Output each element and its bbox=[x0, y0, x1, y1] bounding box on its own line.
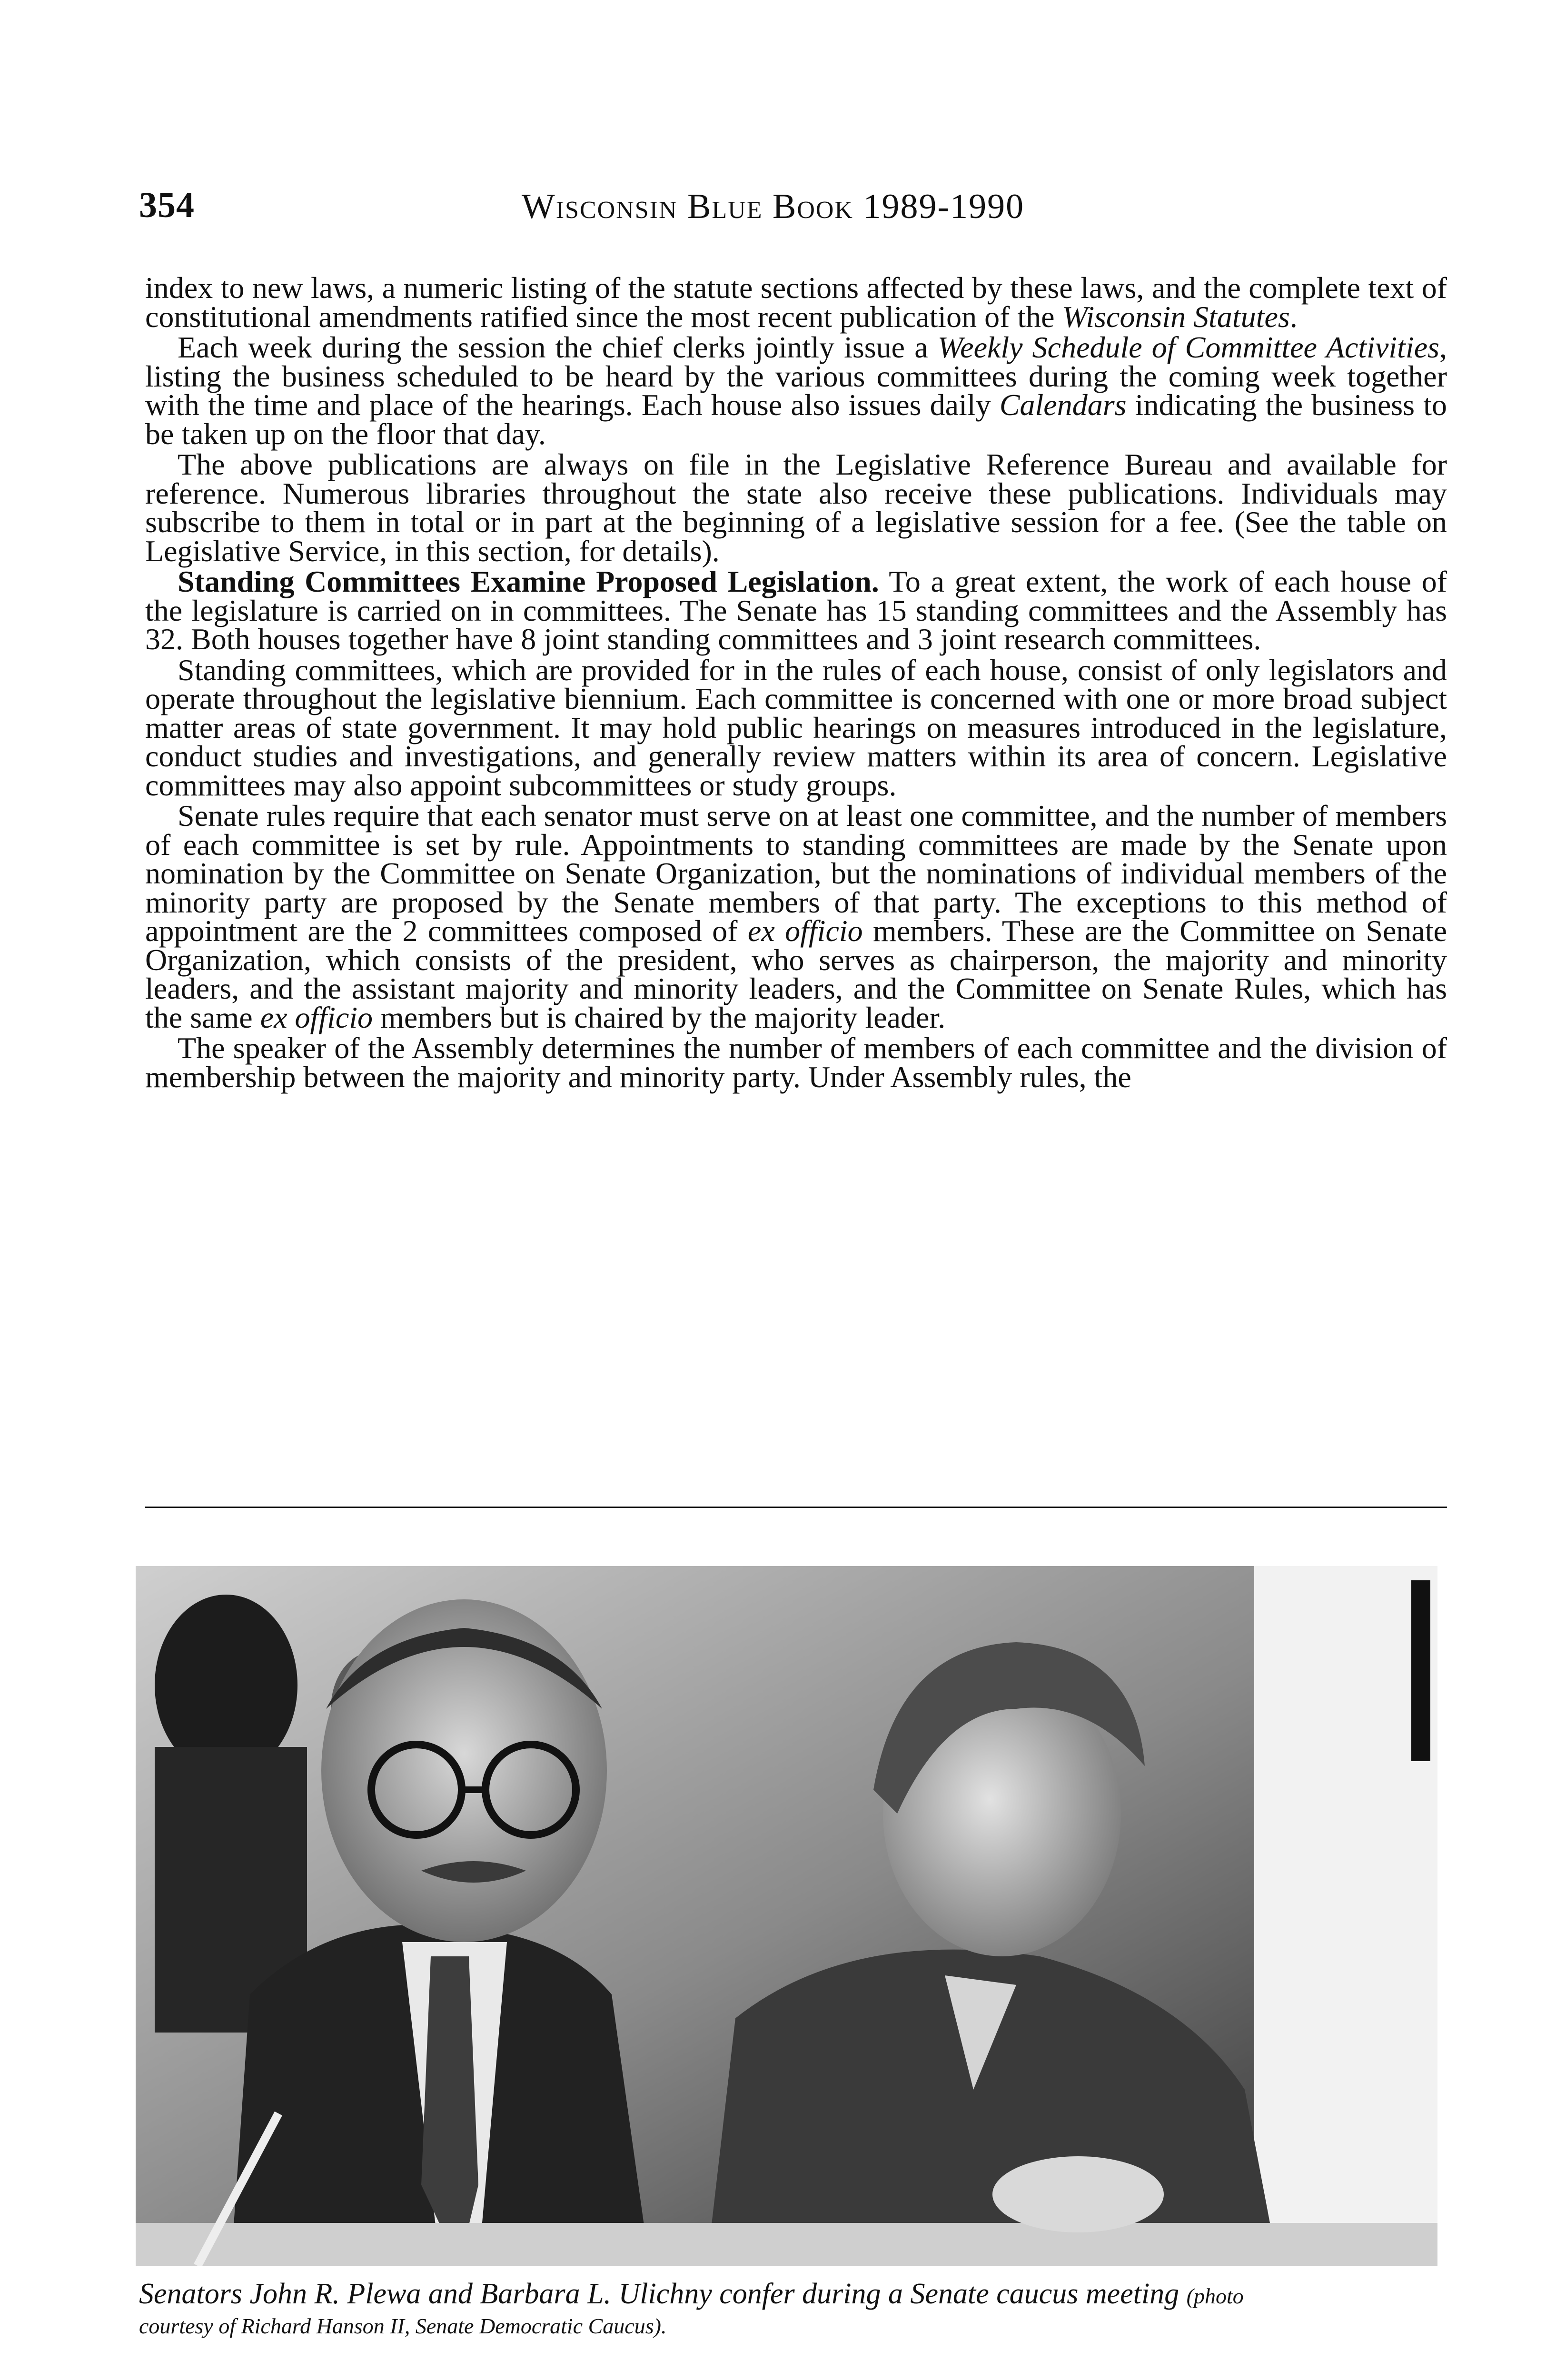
body-text bbox=[145, 271, 1447, 1094]
paragraph-2: Each week during the session the chief clerks jointly issue a Weekly Schedule of Committee Activities, listing the business scheduled to be heard by the various committees during the coming week together with the time and place of the hearings. Each house also issues daily Calendars indicating the business to be taken up on the floor that day. bbox=[145, 330, 1447, 451]
paragraph-5: Standing committees, which are provided for in the rules of each house, consist of only legislators and operate throughout the legislative biennium. Each committee is concerned with one or more broad subject matter areas of state government. It may hold public hearings on measures introduced in the legislature, conduct studies and investigations, and generally review matters within its area of concern. Legislative committees may also appoint subcommittees or study groups. bbox=[145, 653, 1447, 802]
photo bbox=[136, 1566, 1437, 2266]
running-head: Wisconsin Blue Book 1989-1990 bbox=[521, 187, 1025, 226]
section-divider bbox=[145, 1507, 1447, 1508]
photo-caption: Senators John R. Plewa and Barbara L. Ulichny confer during a Senate caucus meeting (photo courtesy of Richard Hanson II, Senate Democratic Caucus). bbox=[139, 2278, 1244, 2338]
paragraph-3: The above publications are always on file in the Legislative Reference Bureau and available for reference. Numerous libraries throughout the state also receive these publications. Individuals may subscribe to them in total or in part at the beginning of a legislative session for a fee. (See the table on Legislative Service, in this section, for details). bbox=[145, 447, 1447, 568]
paragraph-4: Standing Committees Examine Proposed Legislation. To a great extent, the work of each house of the legislature is carried on in committees. The Senate has 15 standing committees and the Assembly has 32. Both houses together have 8 joint standing committees and 3 joint research committees. bbox=[145, 565, 1447, 656]
paragraph-1: index to new laws, a numeric listing of the statute sections affected by these laws, and the complete text of constitutional amendments ratified since the most recent publication of the Wisconsin Statutes. bbox=[145, 271, 1447, 334]
page-number: 354 bbox=[139, 185, 195, 225]
photo-illustration bbox=[136, 1566, 1437, 2266]
paragraph-7: The speaker of the Assembly determines the number of members of each committee and the division of membership between the majority and minority party. Under Assembly rules, the bbox=[145, 1031, 1447, 1094]
paragraph-6: Senate rules require that each senator must serve on at least one committee, and the number of members of each committee is set by rule. Appointments to standing committees are made by the Senate upon nomination by the Committee on Senate Organization, but the nominations of individual members of the minority party are proposed by the Senate members of that party. The exceptions to this method of appointment are the 2 committees composed of ex officio members. These are the Committee on Senate Organization, which consists of the president, who serves as chairperson, the majority and minority leaders, and the assistant majority and minority leaders, and the Committee on Senate Rules, which has the same ex officio members but is chaired by the majority leader. bbox=[145, 799, 1447, 1034]
section-heading: Standing Committees Examine Proposed Legislation. bbox=[178, 565, 879, 598]
